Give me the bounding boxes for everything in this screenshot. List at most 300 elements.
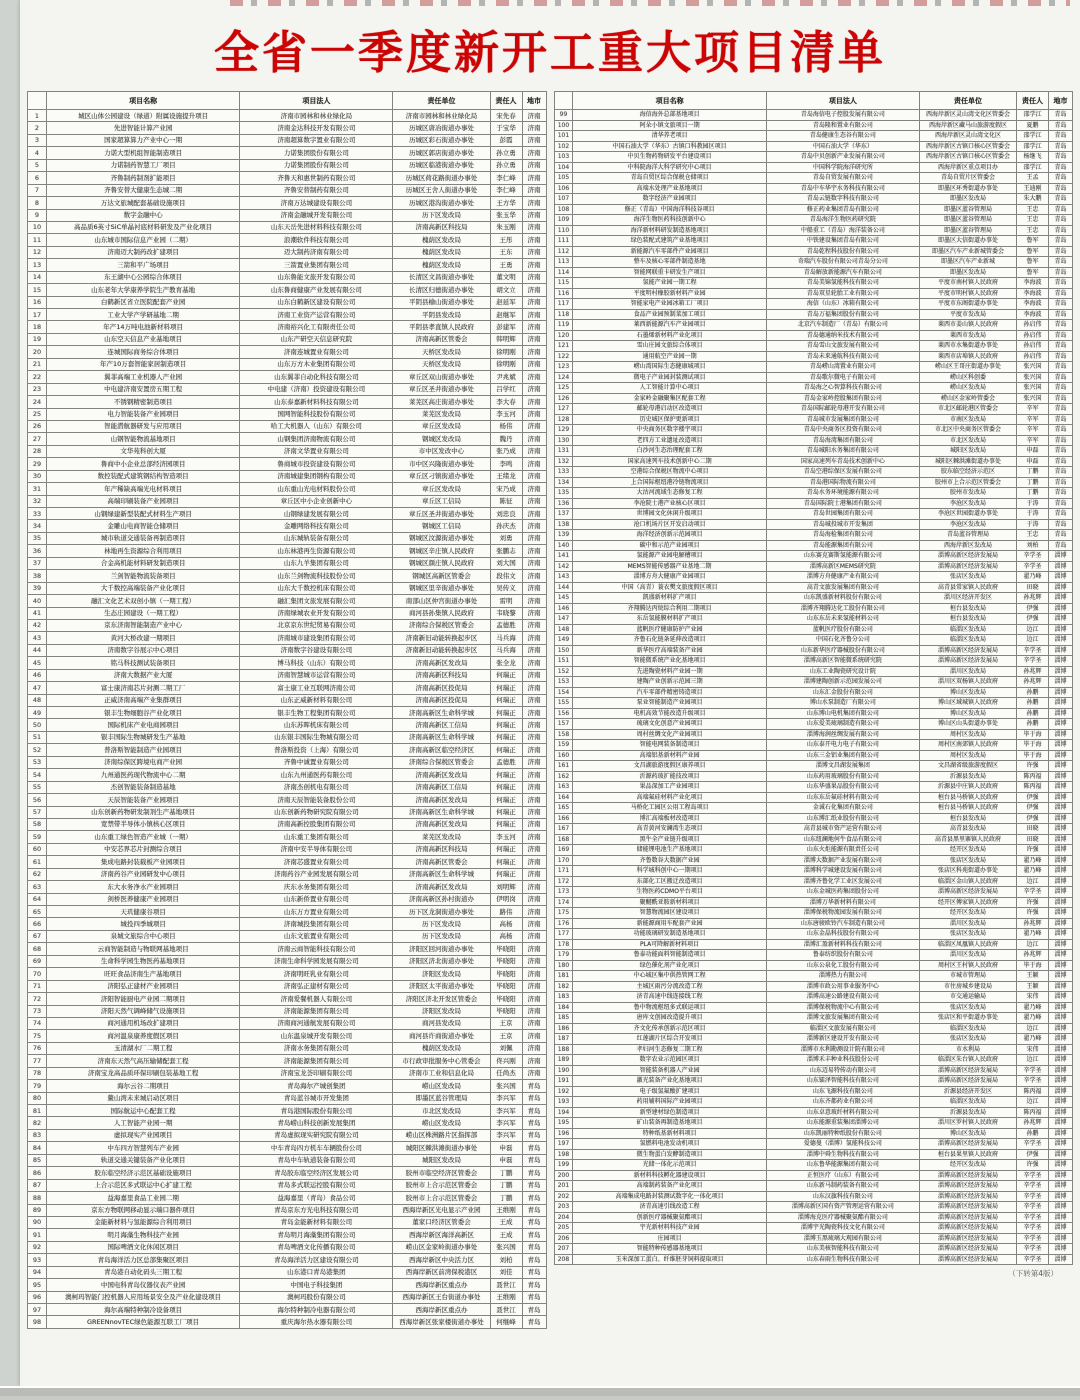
cell-legal: 淄博高新区智能微系统研究院 <box>766 656 919 667</box>
cell-name: 城市轨道交通装备再制造项目 <box>46 532 239 544</box>
table-row <box>554 267 1073 278</box>
cell-unit: 即墨区蓝谷管理局 <box>919 215 1016 226</box>
cell-legal: 青岛健康生态谷有限公司 <box>766 131 919 142</box>
table-row <box>554 729 1073 740</box>
cell-unit: 历城区郭店街道办事处 <box>393 147 490 159</box>
cell-legal: 济南文华置业有限公司 <box>240 445 393 457</box>
cell-num: 164 <box>554 792 573 803</box>
cell-unit: 章丘区工信局 <box>393 495 490 507</box>
cell-name: 石墨烯新材料产业化项目 <box>573 330 766 341</box>
cell-person: 翟乃峰 <box>1017 1013 1049 1024</box>
cell-num: 18 <box>28 321 47 333</box>
table-row <box>28 632 547 644</box>
table-row <box>554 372 1073 383</box>
cell-person: 李海波 <box>1017 278 1049 289</box>
table-header <box>28 92 547 110</box>
cell-unit: 博山区域城镇人民政府 <box>919 698 1016 709</box>
column-header: 责任单位 <box>393 92 490 110</box>
cell-person: 孙兆辉 <box>1017 950 1049 961</box>
cell-name: 山东老年大学康养学院生产教育基地 <box>46 284 239 296</box>
cell-num: 98 <box>28 1316 47 1328</box>
table-row <box>554 1055 1073 1066</box>
project-tables <box>20 91 1080 1329</box>
cell-num: 163 <box>554 782 573 793</box>
table-row <box>554 656 1073 667</box>
cell-name: 大千数控高端装备产业化项目 <box>46 582 239 594</box>
cell-name: 白沙河生态治理配套工程 <box>573 446 766 457</box>
cell-unit: 平度市明村镇人民政府 <box>919 288 1016 299</box>
cell-num: 169 <box>554 845 573 856</box>
table-row <box>554 393 1073 404</box>
cell-legal: 济南超算数字置业有限公司 <box>240 134 393 146</box>
cell-name: 山东创新药物研发制剂生产基地项目 <box>46 806 239 818</box>
column-header-num <box>554 92 573 110</box>
table-row <box>28 943 547 955</box>
table-row <box>28 184 547 196</box>
cell-legal: 济南智慧城市运营有限公司 <box>240 669 393 681</box>
cell-num: 199 <box>554 1160 573 1171</box>
table-row <box>554 624 1073 635</box>
cell-legal: 青岛国际院士港集团有限公司 <box>766 498 919 509</box>
table-row <box>28 595 547 607</box>
table-row <box>28 893 547 905</box>
cell-name: 金雕山电商智能仓储项目 <box>46 520 239 532</box>
cell-legal: 淄博玉黑琉璃大观园有限公司 <box>766 1233 919 1244</box>
cell-person: 辛学圣 <box>1017 1181 1049 1192</box>
cell-num: 172 <box>554 876 573 887</box>
cell-num: 186 <box>554 1023 573 1034</box>
cell-name: 虚拟现实产业园项目 <box>46 1129 239 1141</box>
table-row <box>554 1107 1073 1118</box>
cell-city: 淄博 <box>1049 1149 1073 1160</box>
cell-person: 翟乃峰 <box>1017 1002 1049 1013</box>
cell-person: 王颖 <box>1017 971 1049 982</box>
cell-unit: 济南高新区工信局 <box>393 781 490 793</box>
cell-city: 济南 <box>522 433 546 445</box>
cell-unit: 西海岸新区光电显示产业园 <box>393 1204 490 1216</box>
cell-person: 聂世江 <box>490 1304 522 1316</box>
cell-unit: 胶州市发改局 <box>919 488 1016 499</box>
cell-legal: 青岛蓝谷城市开发集团 <box>240 1092 393 1104</box>
cell-legal: 济南天辰智能装备股份公司 <box>240 794 393 806</box>
cell-city: 青岛 <box>1049 456 1073 467</box>
cell-unit: 市中区兴隆街道办事处 <box>393 458 490 470</box>
cell-city: 淄博 <box>1049 1181 1073 1192</box>
cell-unit: 淄川区发改局 <box>919 950 1016 961</box>
cell-legal: 青岛城投城市开发集团 <box>766 519 919 530</box>
cell-unit: 章丘区双山街道办事处 <box>393 371 490 383</box>
cell-num: 100 <box>554 120 573 131</box>
cell-unit: 崂山区金家岭街道办事处 <box>393 1241 490 1253</box>
cell-person: 段伟文 <box>490 570 522 582</box>
cell-legal: 哈工大机器人（山东）有限公司 <box>240 420 393 432</box>
cell-legal: 淄博齐翔腾达化工股份有限公司 <box>766 603 919 614</box>
cropped-header-strip <box>230 0 1070 6</box>
cell-person: 杨伟 <box>490 420 522 432</box>
cell-unit: 市南区发改局 <box>919 414 1016 425</box>
cell-city: 淄博 <box>1049 1244 1073 1255</box>
cell-city: 青岛 <box>522 1316 546 1328</box>
cell-name: 正威济南高端产业集群项目 <box>46 694 239 706</box>
cell-legal: 淄博保税物流园发展有限公司 <box>766 908 919 919</box>
cell-unit: 钢城区发改局 <box>393 433 490 445</box>
cell-city: 淄博 <box>1049 1002 1073 1013</box>
cell-name: 青岛港自动化码头三期工程 <box>46 1266 239 1278</box>
table-row <box>554 645 1073 656</box>
table-row <box>554 519 1073 530</box>
cell-city: 淄博 <box>1049 1023 1073 1034</box>
cell-num: 9 <box>28 209 47 221</box>
cell-person: 丁鹏 <box>490 1167 522 1179</box>
cell-name: 鳌山湾未来城启动区项目 <box>46 1092 239 1104</box>
table-row <box>28 221 547 233</box>
cell-person: 伊强 <box>1017 1149 1049 1160</box>
cell-city: 青岛 <box>1049 330 1073 341</box>
cell-unit: 崂山区株洲路片区指挥部 <box>393 1129 490 1141</box>
cell-city: 济南 <box>522 607 546 619</box>
cell-num: 183 <box>554 992 573 1003</box>
cell-num: 99 <box>554 110 573 121</box>
cell-person: 毕晓阳 <box>490 1005 522 1017</box>
table-row <box>554 698 1073 709</box>
cell-unit: 历下区发改局 <box>393 918 490 930</box>
cell-unit: 钢城区颜庄镇人民政府 <box>393 557 490 569</box>
table-row <box>28 296 547 308</box>
cell-name: 黄河大桥改建一期项目 <box>46 632 239 644</box>
cell-legal: 山东药用玻璃股份有限公司 <box>766 771 919 782</box>
table-row <box>28 731 547 743</box>
cell-name: 明月海藻生物科技产业园 <box>46 1229 239 1241</box>
cell-unit: 钢城区汶源街道办事处 <box>393 532 490 544</box>
cell-unit: 西海岸新区灵山湾文化区管委会 <box>919 110 1016 121</box>
cell-num: 123 <box>554 362 573 373</box>
cell-legal: 青岛京东方光电科技有限公司 <box>240 1204 393 1216</box>
cell-name: 中车四方智慧列车产业园 <box>46 1142 239 1154</box>
table-row <box>28 1005 547 1017</box>
cell-person: 吕学红 <box>490 383 522 395</box>
cell-city: 济南 <box>522 209 546 221</box>
cell-unit: 周村区发改局 <box>919 750 1016 761</box>
cell-unit: 商河县孙集镇人民政府 <box>393 607 490 619</box>
cell-legal: 中车青岛四方机车车辆股份公司 <box>240 1142 393 1154</box>
cell-legal: 融汇集团文旅发展有限公司 <box>240 595 393 607</box>
cell-num: 65 <box>28 906 47 918</box>
table-row <box>28 1266 547 1278</box>
cell-city: 济南 <box>522 271 546 283</box>
cell-num: 205 <box>554 1223 573 1234</box>
projects-table-right <box>554 91 1074 1265</box>
cell-city: 济南 <box>522 483 546 495</box>
cell-legal: 山钢绿建发展有限公司 <box>240 508 393 520</box>
cell-city: 青岛 <box>1049 162 1073 173</box>
cell-legal: 青岛自贸发展有限公司 <box>766 173 919 184</box>
cell-unit: 经开区发改局 <box>919 908 1016 919</box>
cell-num: 133 <box>554 467 573 478</box>
cell-legal: 济南城建集团钢构有限公司 <box>240 470 393 482</box>
cell-city: 济南 <box>522 221 546 233</box>
cell-legal: 山东汉旗科技有限公司 <box>766 1191 919 1202</box>
cell-person: 边江 <box>1017 939 1049 950</box>
cell-legal: 青岛港国际股份有限公司 <box>240 1105 393 1117</box>
cell-name: 果品深加工产业园项目 <box>573 782 766 793</box>
cell-person: 毕于海 <box>1017 729 1049 740</box>
cell-name: 智能微系统产业化基地项目 <box>573 656 766 667</box>
table-row <box>554 120 1073 131</box>
cell-legal: 中铁建设集团青岛有限公司 <box>766 236 919 247</box>
cell-name: 电子级氢氟酸扩建项目 <box>573 1086 766 1097</box>
cell-name: 电机高效节能改造升级项目 <box>573 708 766 719</box>
cell-legal: 山东凯盛新材料股份有限公司 <box>766 593 919 604</box>
cell-legal: 济南爱餐机器人有限公司 <box>240 993 393 1005</box>
cell-unit: 张店区发改局 <box>919 855 1016 866</box>
cell-name: 旺旺食品济南生产基地项目 <box>46 968 239 980</box>
table-row <box>554 834 1073 845</box>
cell-legal: 青岛港国际物流有限公司 <box>766 477 919 488</box>
cell-person: 毕于海 <box>1017 750 1049 761</box>
cell-name: 力诺制药智慧工厂项目 <box>46 159 239 171</box>
cell-legal: 济南宝龙荟印刷有限公司 <box>240 1067 393 1079</box>
cell-person: 辛学圣 <box>1017 645 1049 656</box>
cell-legal: 庆东水务集团有限公司 <box>240 881 393 893</box>
cell-person: 伊强 <box>1017 813 1049 824</box>
cell-legal: 迈大制药济南有限公司 <box>240 246 393 258</box>
cell-num: 116 <box>554 288 573 299</box>
cell-name: 济阳弘正建材产业园项目 <box>46 980 239 992</box>
cell-city: 济南 <box>522 396 546 408</box>
cell-num: 41 <box>28 607 47 619</box>
cell-person: 田晓 <box>1017 824 1049 835</box>
cell-name: 新材料科技孵化器建设项目 <box>573 1170 766 1181</box>
cell-unit: 崂山区科创委 <box>919 372 1016 383</box>
cell-person: 孙启伟 <box>1017 330 1049 341</box>
cell-person: 孙鹏 <box>1017 1128 1049 1139</box>
table-row <box>554 771 1073 782</box>
cell-legal: 青岛崂山湾置业有限公司 <box>766 362 919 373</box>
cell-legal: 高青县城市资产运营有限公司 <box>766 824 919 835</box>
cell-legal: 青岛未来通航科技有限公司 <box>766 351 919 362</box>
cell-unit: 莱西市水集街道办事处 <box>919 341 1016 352</box>
cell-person: 张兴国 <box>1017 383 1049 394</box>
cell-person: 田晓 <box>1017 834 1049 845</box>
cell-name: 东部化工区搬迁改造项目 <box>573 876 766 887</box>
cell-name: 文昌湖旅游度假区康养项目 <box>573 761 766 772</box>
cell-num: 10 <box>28 221 47 233</box>
cell-legal: 奇瑞汽车股份有限公司青岛分公司 <box>766 257 919 268</box>
cell-person: 许强 <box>1017 908 1049 919</box>
cell-city: 青岛 <box>1049 540 1073 551</box>
cell-num: 141 <box>554 551 573 562</box>
table-row <box>554 110 1073 121</box>
cell-legal: 青岛城阳水务集团有限公司 <box>766 446 919 457</box>
cell-legal: 山东博山电机集团有限公司 <box>766 708 919 719</box>
cell-name: 智慧物流园区建设项目 <box>573 908 766 919</box>
cell-unit: 张店区发改局 <box>919 572 1016 583</box>
cell-name: 云商智能制造与物联网基地项目 <box>46 943 239 955</box>
cell-unit: 济南高新区临空经济区 <box>393 744 490 756</box>
cell-legal: 山东泰嘉新材料科技有限公司 <box>240 396 393 408</box>
cell-name: 数控装配式建筑钢结构智造项目 <box>46 470 239 482</box>
cell-person: 马兵海 <box>490 644 522 656</box>
cell-num: 135 <box>554 488 573 499</box>
cell-legal: 青岛啤酒文化传播有限公司 <box>240 1241 393 1253</box>
cell-unit: 淄博高新区经济发展局 <box>919 1212 1016 1223</box>
cell-unit: 济南高新区发改局 <box>393 794 490 806</box>
cell-city: 青岛 <box>1049 225 1073 236</box>
table-row <box>28 1229 547 1241</box>
cell-name: 济南大数据产业大厦 <box>46 669 239 681</box>
table-row <box>28 396 547 408</box>
cell-city: 济南 <box>522 1055 546 1067</box>
cell-city: 济南 <box>522 806 546 818</box>
cell-legal: 青岛万福集团股份有限公司 <box>766 309 919 320</box>
table-row <box>554 603 1073 614</box>
cell-person: 辛学圣 <box>1017 1254 1049 1265</box>
cell-num: 108 <box>554 204 573 215</box>
table-row <box>28 508 547 520</box>
cell-name: 人工智能计算中心项目 <box>573 383 766 394</box>
cell-name: 高端集成电路封装测试数字化一体化项目 <box>573 1191 766 1202</box>
table-row <box>28 470 547 482</box>
cell-unit: 济南综合保税区管委会 <box>393 756 490 768</box>
cell-city: 青岛 <box>1049 299 1073 310</box>
cell-city: 青岛 <box>1049 425 1073 436</box>
cell-unit: 西海岸新区张家楼街道办事处 <box>393 1316 490 1328</box>
cell-city: 济南 <box>522 532 546 544</box>
cell-name: 智能特种传感器基地项目 <box>573 1244 766 1255</box>
table-row <box>28 1055 547 1067</box>
cell-name: 唐库文创园改造提升项目 <box>573 1013 766 1024</box>
table-row <box>28 495 547 507</box>
cell-unit: 平阴县发改局 <box>393 309 490 321</box>
cell-person: 王维刚 <box>490 1291 522 1303</box>
cell-city: 济南 <box>522 632 546 644</box>
cell-person: 辛军 <box>1017 425 1049 436</box>
cell-legal: 淄博市水利勘测设计院有限公司 <box>766 1044 919 1055</box>
cell-name: 京东方物联网移动显示端口器件项目 <box>46 1204 239 1216</box>
cell-num: 158 <box>554 729 573 740</box>
cell-city: 济南 <box>522 520 546 532</box>
cell-num: 14 <box>28 271 47 283</box>
table-row <box>28 532 547 544</box>
cell-city: 青岛 <box>1049 131 1073 142</box>
table-row <box>554 1170 1073 1181</box>
table-row <box>554 236 1073 247</box>
cell-person: 辛学圣 <box>1017 1233 1049 1244</box>
table-row <box>28 719 547 731</box>
cell-unit: 历城区唐冶街道办事处 <box>393 122 490 134</box>
cell-legal: 三箭置业集团有限公司 <box>240 259 393 271</box>
table-row <box>554 666 1073 677</box>
table-row <box>28 1204 547 1216</box>
cell-city: 淄博 <box>1049 1065 1073 1076</box>
table-row <box>28 682 547 694</box>
cell-name: 三箭和平广场项目 <box>46 259 239 271</box>
cell-person: 陈丙福 <box>1017 782 1049 793</box>
cell-legal: 山东万方木业集团有限公司 <box>240 358 393 370</box>
cell-unit: 临淄区朱台镇人民政府 <box>919 1055 1016 1066</box>
cell-legal: 济南高新控股集团有限公司 <box>240 818 393 830</box>
cell-person: 毕于海 <box>1017 740 1049 751</box>
table-row <box>28 445 547 457</box>
cell-person: 何瑞正 <box>490 856 522 868</box>
cell-name: 翼菲高端工业机器人产业园 <box>46 371 239 383</box>
cell-legal: 青岛双星轮胎工业有限公司 <box>766 288 919 299</box>
cell-city: 济南 <box>522 545 546 557</box>
cell-num: 118 <box>554 309 573 320</box>
table-row <box>554 341 1073 352</box>
cell-num: 95 <box>28 1279 47 1291</box>
cell-person: 宋伟 <box>1017 1044 1049 1055</box>
cell-num: 74 <box>28 1017 47 1029</box>
cell-unit: 董家口经济区管委会 <box>393 1216 490 1228</box>
cell-num: 11 <box>28 234 47 246</box>
cell-city: 青岛 <box>522 1291 546 1303</box>
cell-unit: 崂山区发改局 <box>393 1117 490 1129</box>
cell-city: 青岛 <box>1049 288 1073 299</box>
cell-city: 淄博 <box>1049 1223 1073 1234</box>
cell-unit: 淄川区发改局 <box>919 666 1016 677</box>
cell-num: 165 <box>554 803 573 814</box>
cell-unit: 济南高新区生命科学城 <box>393 731 490 743</box>
cell-num: 140 <box>554 540 573 551</box>
cell-city: 青岛 <box>522 1167 546 1179</box>
table-row <box>554 530 1073 541</box>
cell-num: 64 <box>28 893 47 905</box>
cell-num: 167 <box>554 824 573 835</box>
cell-name: 电力智能装备产业园项目 <box>46 408 239 420</box>
cell-name: 鲁商中小企业总部经济园项目 <box>46 458 239 470</box>
cell-legal: 山钢集团济南物流有限公司 <box>240 433 393 445</box>
cell-city: 淄博 <box>1049 561 1073 572</box>
cell-unit: 西海岸新区重点办 <box>393 1304 490 1316</box>
cell-unit: 即墨区汽车产业新城管委会 <box>919 246 1016 257</box>
cell-person: 辛学圣 <box>1017 887 1049 898</box>
table-row <box>554 897 1073 908</box>
cell-name: 齐鲁石化链条延伸改造项目 <box>573 635 766 646</box>
cell-person: 李海波 <box>1017 309 1049 320</box>
cell-legal: 爱德曼（淄博）氢能科技公司 <box>766 1139 919 1150</box>
cell-unit: 崂山区王哥庄街道办事处 <box>919 362 1016 373</box>
cell-unit: 槐荫区发改局 <box>393 234 490 246</box>
cell-legal: 高青文旅发展集团有限公司 <box>766 582 919 593</box>
cell-name: 人工智能产业园一期 <box>46 1117 239 1129</box>
cell-num: 44 <box>28 644 47 656</box>
cell-unit: 高青县黑里寨镇人民政府 <box>919 834 1016 845</box>
cell-name: 济南迈大制药改扩建项目 <box>46 246 239 258</box>
cell-name: 微电子产业园封装测试项目 <box>573 372 766 383</box>
cell-num: 7 <box>28 184 47 196</box>
cell-city: 济南 <box>522 346 546 358</box>
cell-city: 淄博 <box>1049 656 1073 667</box>
cell-num: 66 <box>28 918 47 930</box>
table-row <box>554 425 1073 436</box>
cell-unit: 张店区发改局 <box>919 1002 1016 1013</box>
cell-num: 33 <box>28 508 47 520</box>
cell-legal: 山东温泉城开发有限公司 <box>240 1030 393 1042</box>
table-row <box>554 467 1073 478</box>
cell-num: 30 <box>28 470 47 482</box>
cell-legal: 青岛歌尔微电子有限公司 <box>766 372 919 383</box>
table-row <box>554 1160 1073 1171</box>
cell-person: 张兴国 <box>1017 362 1049 373</box>
cell-city: 淄博 <box>1049 824 1073 835</box>
cell-num: 128 <box>554 414 573 425</box>
table-row <box>554 309 1073 320</box>
cell-legal: 山东重工集团有限公司 <box>240 831 393 843</box>
cell-city: 淄博 <box>1049 950 1073 961</box>
cell-unit: 城阳区棘洪滩街道办事处 <box>393 1142 490 1154</box>
cell-name: 天玑健康谷项目 <box>46 906 239 918</box>
